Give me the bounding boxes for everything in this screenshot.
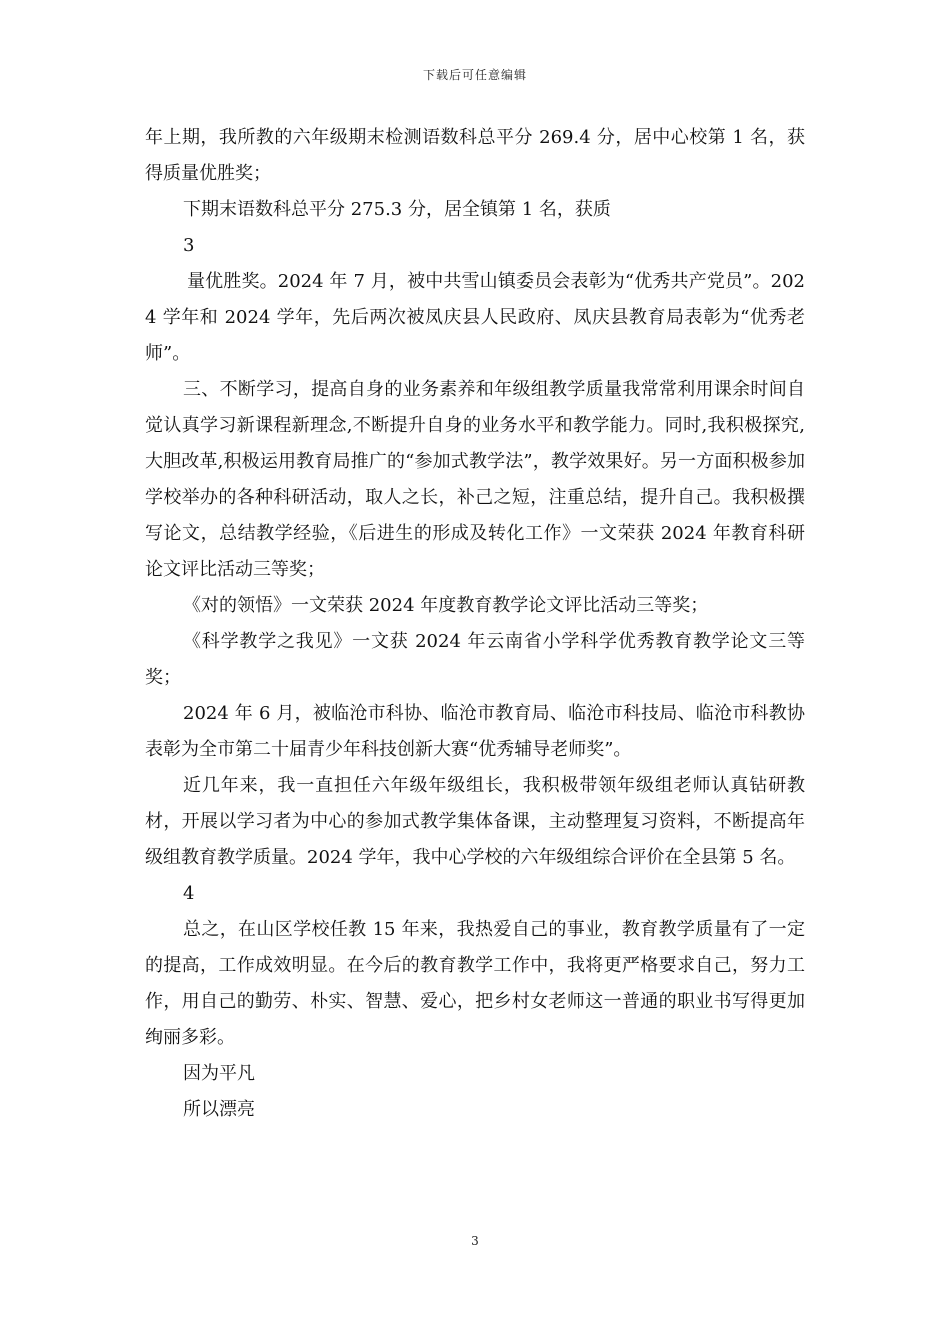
inline-page-marker-3: 3	[183, 235, 195, 256]
inline-page-marker-4: 4	[183, 883, 195, 904]
paragraph-4: 三、不断学习，提高自身的业务素养和年级组教学质量我常常利用课余时间自觉认真学习新课程新理念,不断提升自身的业务水平和教学能力。同时,我积极探究,大胆改革,积极运用教育局推广的“参加式教学法”，教学效果好。另一方面积极参加学校举办的各种科研活动，取人之长，补己之短，注重总结，提升自己。我积极撰写论文，总结教学经验，《后进生的形成及转化工作》一文荣获 2024 年教育科研论文评比活动三等奖；	[145, 379, 805, 580]
paragraph-7: 2024 年 6 月，被临沧市科协、临沧市教育局、临沧市科技局、临沧市科教协表彰为全市第二十届青少年科技创新大赛“优秀辅导老师奖”。	[145, 703, 805, 760]
paragraph-3: 量优胜奖。2024 年 7 月，被中共雪山镇委员会表彰为“优秀共产党员”。2024 学年和 2024 学年，先后两次被凤庆县人民政府、凤庆县教育局表彰为“优秀老师”。	[145, 271, 805, 364]
page-number: 3	[471, 1234, 479, 1248]
document-body	[145, 120, 805, 1128]
paragraph-9: 总之，在山区学校任教 15 年来，我热爱自己的事业，教育教学质量有了一定的提高，工作成效明显。在今后的教育教学工作中，我将更严格要求自己，努力工作，用自己的勤劳、朴实、智慧、爱心，把乡村女老师这一普通的职业书写得更加绚丽多彩。	[145, 919, 805, 1048]
paragraph-2: 下期末语数科总平分 275.3 分，居全镇第 1 名，获质	[183, 199, 611, 220]
paragraph-6: 《科学教学之我见》一文获 2024 年云南省小学科学优秀教育教学论文三等奖；	[145, 631, 805, 688]
paragraph-1: 年上期，我所教的六年级期末检测语数科总平分 269.4 分，居中心校第 1 名，获得质量优胜奖；	[145, 127, 805, 184]
paragraph-5: 《对的领悟》一文荣获 2024 年度教育教学论文评比活动三等奖；	[183, 595, 709, 616]
closing-line-2: 所以漂亮	[183, 1099, 255, 1120]
page-header: 下载后可任意编辑	[422, 68, 527, 82]
paragraph-8: 近几年来，我一直担任六年级年级组长，我积极带领年级组老师认真钻研教材，开展以学习者为中心的参加式教学集体备课，主动整理复习资料，不断提高年级组教育教学质量。2024 学年，我中心学校的六年级组综合评价在全县第 5 名。	[145, 775, 805, 868]
closing-line-1: 因为平凡	[183, 1063, 255, 1084]
